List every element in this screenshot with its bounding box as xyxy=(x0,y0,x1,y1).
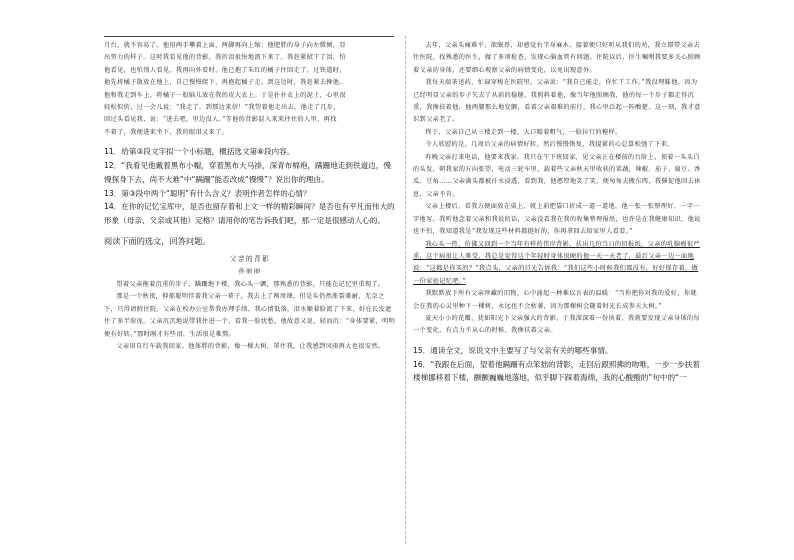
question-14: 14．在你的记忆宝库中，是否也留存着和上文一样的精彩瞬间？是否也有平凡而伟大的形象（母亲、父亲或其他）定格？请用你的笔告诉我们吧，那一定是很感动人心的。 xyxy=(104,202,395,226)
questions-11-14 xyxy=(104,145,396,228)
essay-author: 孙丽丽 xyxy=(238,268,262,276)
essay-paragraph: 我每天端茶送药，忙碌穿梭在医院里。父亲说：“我自己能走，你忙干工作。”我没理睬他，因为已经明显父亲的步子失去了从前的稳健，我照料着他，像当年他照顾我，他的每一个步子都走得沉重，我搀扶着他，他两腿那么地发颤，看着父亲艰难的前行，我心里泛起一阵酸楚。这一刻，我才意识到父亲老了。 xyxy=(413,79,701,124)
question-16: 16．“我跟在后面，望着他蹒跚有点笨拙的背影，走回后跟照拂的吻唯，一步一步扶着楼梯挪移着下楼，颤颤巍巍地落地，似乎脚下踩着海绵，我的心酸酸的”句中的“一 xyxy=(413,359,700,383)
essay-paragraph: 那是一个秋夜，抑郁聪明伴着我父亲一辈子，我去上了两周课，但是头仍然胀裂难耐，无奈之下，只得请假住院。父亲在校办公室帮我办理手续，我心情低落，泪水顺着脸流了下来，好在长发遮住了多半脸庞。父亲沉沉地说带我住进一个，看我一脸忧愁，他故意又说，轻而沉：“身体要紧，明明便有好转。”那时刚才有些泪，生活很是难熬。 xyxy=(104,293,396,338)
right-column xyxy=(413,40,703,385)
question-15: 15．通读全文，说说文中主要写了与父亲有关的哪些事情。 xyxy=(413,345,613,355)
essay-paragraph-underlined: 我心头一热，仿佛又回到一个当年有样的伟岸背影，扶出几份当日的旧报纸，父亲的乳腺瘤很严重，这个病很让人难受，我总是觉得这个年轻时身体很硬的他一天一天老了，最后父亲一边一面地说：“这都是你买的？”我点头，父亲的目光告诉我：“我们这些小时候我们都没有，好好保存着，做一份家庭记忆吧。” xyxy=(413,240,700,285)
column-divider xyxy=(405,36,406,544)
passage-line: 不着了，我便进来坐下，我的眼泪又来了。 xyxy=(104,128,229,136)
left-column xyxy=(104,40,396,353)
section-heading: 阅读下面的选文，回答问题。 xyxy=(104,236,211,247)
essay-title: 父亲的背影 xyxy=(229,255,271,264)
questions-15-16 xyxy=(413,344,703,385)
passage-line: 他和我走到车上，将橘子一股脑儿放在我的皮大衣上。于是扑扑衣上的泥土，心里很 xyxy=(104,91,346,99)
essay-paragraph: 去年，父亲头痛难平，欲眠鼻，却感觉右半身麻木，接着便只好听从我们的劝，我立即带父亲去往医院，找熟悉的医生，做了多项检查，发现心脑血管有问题。住院以后，医生嘱咐我要多关心照顾着父亲的身体，还要细心观察父亲的病情变化，以免出现意外。 xyxy=(413,42,701,74)
essay-paragraph: 我默默放下所有父亲珍藏的旧物，心中涌起一种难以言表的温暖：“当你把你对我的爱好，你就会在我的心灵里种下一棵树，永远也不会枯萎，因为那棵树会随着时光长成参天大树。” xyxy=(413,290,697,310)
passage-line: 他先将橘子散放在地上，自己慢慢爬下，再抱起橘子走。到这边时，我赶紧去搀他。 xyxy=(104,79,346,87)
question-13: 13．第③段中两个“聪明”有什么含义？表明作者怎样的心情？ xyxy=(104,188,311,198)
essay-paragraph: 终于，父亲自己从三楼走到一楼，大口喘着粗气，一脸拉行的模样。 xyxy=(425,128,622,136)
essay-paragraph: 父亲用自行车载我回家。他体胖的背影，像一棵大树，罩住我，让我感到风雨再大也很安然。 xyxy=(116,343,385,351)
passage-line: 轻松似的，过一会儿说：“我走了，到那边来信！”我望着他走出去。他走了几步， xyxy=(104,104,340,112)
passage-line: 他看见，也怕别人看见。我再向外看时，他已抱了朱红的橘子往回走了。过铁道时， xyxy=(104,66,346,74)
passage-line: 出努力的样子。这时我看见他的背影，我的泪很快地流下来了。我赶紧拭干了泪，怕 xyxy=(104,54,346,62)
passage-line: 回过头看见我，说：“进去吧，里边没人。”等他的背影混入来来往往的人里，再找 xyxy=(104,116,337,124)
question-11: 11．给第③段文字拟一个小标题，概括选文第⑧段内容。 xyxy=(104,147,295,157)
essay-part-1 xyxy=(104,279,396,353)
top-rule xyxy=(104,36,394,37)
question-12: 12．“我看见他戴着黑布小帽，穿着黑布大马褂，深青布棉袍，蹒跚地走到铁道边，慢慢探身下去，尚不大难”中“蹒跚”能否改成“慢慢”？说出你的理由。 xyxy=(104,161,391,184)
essay-paragraph: 望着父亲拖着沉重的步子，蹒跚地下楼，我心头一颤，那熟悉的背影，只能在记忆里重现了。 xyxy=(116,281,385,289)
essay-paragraph: 夏天小小的花瓣，犹如阳光下父亲强大的背影，于我深深着一份执着，我就要发现父亲身体的每一个变化，有点力不从心的时候，我搀扶着父亲。 xyxy=(413,314,700,335)
continued-passage xyxy=(104,40,396,139)
essay-paragraph: 昨晚父亲打来电话，他要来我家。我只在午下班回家，见父亲正在楼前的台阶上，顶着一头头白的头发，朝我家的方向张望，电动三轮车里，载着些父亲秋天里收获的菜蔬，辣椒、茄子、扁豆、香瓜、豆角……父亲满头都被汗水浸透，看到我，他憨厚地笑了笑，便匆匆去搬东西，我催促他回去休息，父亲不肯。 xyxy=(413,153,701,198)
essay-part-2 xyxy=(413,40,703,338)
essay-paragraph: 令人欣慰的是，几周后父亲的病情好转，然后慢慢恢复，我提紧的心总算松弛了下来。 xyxy=(425,141,674,149)
passage-line: 月台，就不容易了。他用两手攀着上面，两脚再向上缩；他肥胖的身子向左微倾，显 xyxy=(104,42,346,49)
essay-paragraph: 父亲上楼后，看我方便面放在桌上，就上前把袋口折成一道一道地，他一张一张整理好，一字一字地写，我听他念着父亲和我说的话，父亲没看我在我的收集整理报纸，也许是在我健康知识，他说也不怕，我知道我是“我发现这些材料都挺好的，你再拿回去给家里人看看。” xyxy=(413,203,701,236)
